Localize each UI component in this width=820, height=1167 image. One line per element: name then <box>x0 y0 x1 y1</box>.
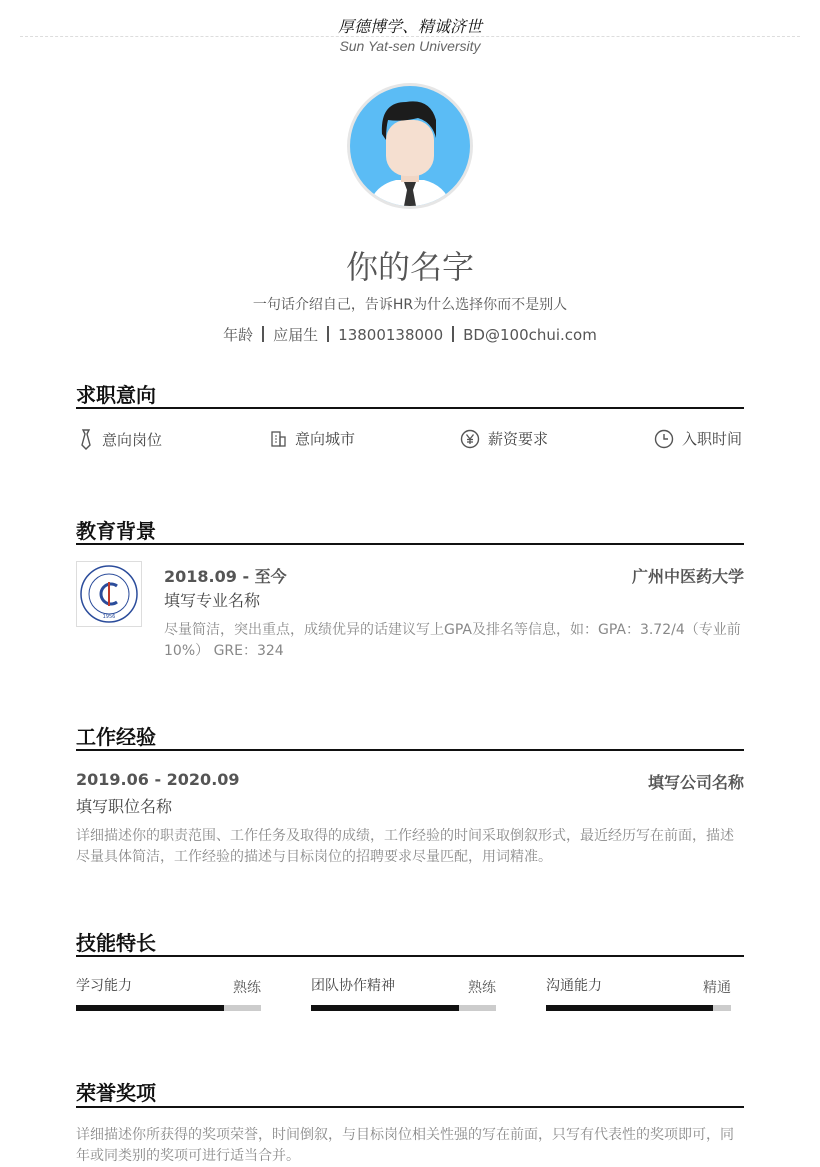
work-date: 2019.06 - 2020.09 <box>76 770 240 789</box>
intent-start-label: 入职时间 <box>682 430 743 448</box>
motto-english: Sun Yat-sen University <box>339 38 481 54</box>
motto: 厚德博学、精诚济世 <box>337 17 482 36</box>
skill-level: 精通 <box>703 980 731 996</box>
school-logo <box>76 561 142 627</box>
section-title-work: 工作经验 <box>76 725 156 749</box>
contact-phone: 13800138000 <box>338 326 444 344</box>
school-logo-year: 1956 <box>102 614 116 620</box>
building-icon <box>270 430 287 448</box>
header-divider <box>20 36 800 37</box>
education-description: 尽量简洁，突出重点，成绩优异的话建议写上GPA及排名等信息，如：GPA：3.72/4（专业前10%） GRE：324 <box>164 622 741 659</box>
candidate-name: 你的名字 <box>345 248 474 286</box>
skill-bar-fill <box>311 1005 459 1011</box>
skill-bar <box>76 1005 261 1011</box>
skill-name: 团队协作精神 <box>311 978 395 994</box>
education-date: 2018.09 - 至今 <box>164 567 287 586</box>
contact-separator <box>327 326 329 342</box>
section-divider <box>76 543 744 545</box>
school-name: 广州中医药大学 <box>631 567 744 586</box>
yen-icon <box>460 429 480 449</box>
clock-icon <box>654 429 674 449</box>
skill-bar <box>311 1005 496 1011</box>
section-divider <box>76 955 744 957</box>
major-name: 填写专业名称 <box>164 591 261 610</box>
honors-description: 详细描述你所获得的奖项荣誉，时间倒叙，与目标岗位相关性强的写在前面，只写有代表性的奖项即可，同年或同类别的奖项可进行适当合并。 <box>76 1127 734 1164</box>
intent-position-label: 意向岗位 <box>102 430 163 449</box>
section-divider <box>76 407 744 409</box>
position-name: 填写职位名称 <box>76 797 173 816</box>
skill-level: 熟练 <box>468 980 496 996</box>
intent-salary <box>460 428 548 449</box>
self-intro: 一句话介绍自己，告诉HR为什么选择你而不是别人 <box>252 297 568 313</box>
intent-city-label: 意向城市 <box>295 430 356 448</box>
intent-position <box>78 428 162 450</box>
contact-separator <box>452 326 454 342</box>
section-title-intent: 求职意向 <box>76 383 156 407</box>
intent-city <box>270 428 355 449</box>
contact-email: BD@100chui.com <box>463 326 597 344</box>
contact-status: 应届生 <box>273 326 319 344</box>
skill-bar-fill <box>76 1005 224 1011</box>
skill-bar-fill <box>546 1005 713 1011</box>
company-name: 填写公司名称 <box>647 773 744 792</box>
contact-line <box>0 324 820 345</box>
contact-age: 年龄 <box>223 326 254 344</box>
work-description: 详细描述你的职责范围、工作任务及取得的成绩，工作经验的时间采取倒叙形式，最近经历写在前面，描述尽量具体简洁，工作经验的描述与目标岗位的招聘要求尽量匹配，用词精准。 <box>76 828 734 865</box>
tie-icon <box>78 428 94 450</box>
section-divider <box>76 749 744 751</box>
contact-separator <box>262 326 264 342</box>
skill-name: 学习能力 <box>76 978 132 994</box>
section-divider <box>76 1106 744 1108</box>
skill-level: 熟练 <box>233 980 261 996</box>
intent-salary-label: 薪资要求 <box>488 430 549 448</box>
section-title-honors: 荣誉奖项 <box>76 1081 156 1105</box>
avatar <box>346 82 474 210</box>
skill-bar <box>546 1005 731 1011</box>
section-title-skills: 技能特长 <box>76 931 156 955</box>
intent-start-time <box>654 428 742 449</box>
section-title-education: 教育背景 <box>76 519 156 543</box>
skill-name: 沟通能力 <box>546 978 602 994</box>
